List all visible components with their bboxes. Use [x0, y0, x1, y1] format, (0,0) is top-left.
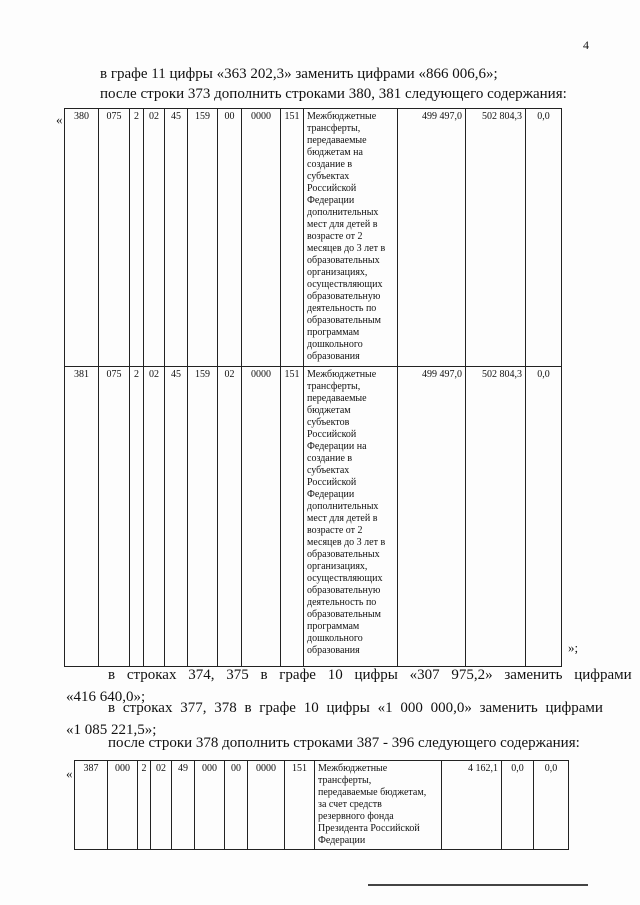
cell-code: 151 [285, 761, 315, 850]
page-number: 4 [583, 38, 589, 52]
quote-open-2: « [66, 766, 73, 781]
cell-row-number: 380 [65, 109, 99, 367]
cell-code: 02 [218, 367, 242, 667]
cell-code: 075 [99, 367, 130, 667]
cell-code: 00 [225, 761, 248, 850]
cell-value-1: 499 497,0 [398, 109, 466, 367]
cell-description: Межбюджетные трансферты, передаваемые бюджетам, за счет средств резервного фонда Президента Российской Федерации [315, 761, 442, 850]
cell-code: 0000 [242, 367, 281, 667]
table-rows-380-381 [64, 108, 562, 667]
cell-code: 159 [188, 367, 218, 667]
cell-code: 0000 [248, 761, 285, 850]
cell-code: 2 [138, 761, 151, 850]
cell-code: 45 [165, 109, 188, 367]
paragraph-2-line-1: в строках 377, 378 в графе 10 цифры «1 000 000,0» заменить цифрами [108, 700, 603, 716]
cell-code: 02 [151, 761, 172, 850]
cell-code: 45 [165, 367, 188, 667]
intro-line-1: в графе 11 цифры «363 202,3» заменить цифрами «866 006,6»; [100, 66, 498, 82]
table-row [65, 109, 562, 367]
intro-line-2: после строки 373 дополнить строками 380, 381 следующего содержания: [100, 86, 567, 102]
cell-code: 000 [195, 761, 225, 850]
cell-code: 00 [218, 109, 242, 367]
table-row [65, 367, 562, 667]
cell-code: 02 [144, 367, 165, 667]
cell-code: 2 [130, 367, 144, 667]
paragraph-3: после строки 378 дополнить строками 387 - 396 следующего содержания: [108, 735, 580, 751]
cell-code: 2 [130, 109, 144, 367]
cell-description: Межбюджетные трансферты, передаваемые бюджетам субъектов Российской Федерации на создание в субъектах Российской Федерации дополнительных мест для детей в возрасте от 2 месяцев до 3 лет в образовательных организациях, осуществляющих образовательную деятельность по образовательным программам дошкольного образования [304, 367, 398, 667]
cell-description: Межбюджетные трансферты, передаваемые бюджетам на создание в субъектах Российской Федерации дополнительных мест для детей в возрасте от 2 месяцев до 3 лет в образовательных организациях, осуществляющих образовательную деятельность по образовательным программам дошкольного образования [304, 109, 398, 367]
bottom-rule [368, 884, 588, 886]
cell-value-2: 502 804,3 [466, 109, 526, 367]
quote-open-1: « [56, 112, 63, 127]
cell-value-3: 0,0 [526, 367, 562, 667]
cell-value-3: 0,0 [526, 109, 562, 367]
cell-value-2: 502 804,3 [466, 367, 526, 667]
paragraph-1-line-2: «416 640,0»; [66, 689, 146, 705]
table-row [75, 761, 569, 850]
quote-close-1: »; [568, 640, 579, 655]
cell-row-number: 387 [75, 761, 108, 850]
cell-code: 49 [172, 761, 195, 850]
paragraph-1-line-1: в строках 374, 375 в графе 10 цифры «307 975,2» заменить цифрами [108, 667, 632, 683]
cell-code: 000 [108, 761, 138, 850]
cell-code: 0000 [242, 109, 281, 367]
cell-value-3: 0,0 [534, 761, 569, 850]
paragraph-2-line-2: «1 085 221,5»; [66, 722, 157, 738]
cell-code: 02 [144, 109, 165, 367]
cell-code: 151 [281, 109, 304, 367]
cell-value-2: 0,0 [502, 761, 534, 850]
cell-code: 075 [99, 109, 130, 367]
cell-value-1: 4 162,1 [442, 761, 502, 850]
cell-code: 159 [188, 109, 218, 367]
cell-code: 151 [281, 367, 304, 667]
cell-value-1: 499 497,0 [398, 367, 466, 667]
cell-row-number: 381 [65, 367, 99, 667]
table-row-387 [74, 760, 569, 850]
